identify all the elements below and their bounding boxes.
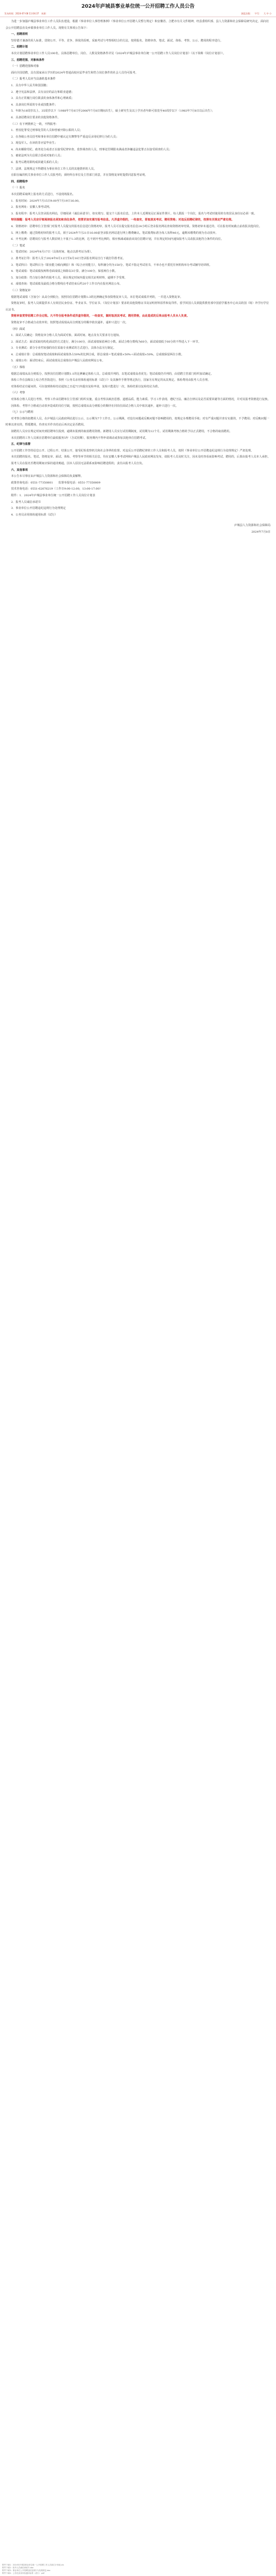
paragraph: 因体检、考察不合格或自动放弃造成的岗位空缺，按照总成绩从高分到低分的顺序在同岗位面试合格人员中依次递补，递补只进行一次。 [11, 404, 179, 408]
paragraph: 4．公务员录用体检通用标准（试行） [11, 513, 58, 517]
paragraph: 7．法律、法规规定不得聘用为事业单位工作人员的其他情形的人员。 [11, 167, 97, 171]
paragraph: 3．具有正常履行岗位职责的身体条件和心理素质； [11, 97, 75, 101]
paragraph: 5．成绩公布：面试结束后，面试成绩及总成绩在庐城县人民政府网站公布。 [11, 359, 105, 363]
subsection-heading: （二）笔试 [11, 244, 25, 248]
paragraph: 报考人员在报名至聘用期间应保持通讯畅通，因本人原因无法联系而影响招聘进程的，责任由报考人员自负。 [11, 461, 145, 465]
paragraph: 特别提醒：报考人员应仔细阅读报名须知和岗位条件，按要求如实填写报考信息。凡弄虚作假的，一经查实，即取消其考试、聘用资格；对违反招聘纪律的，按照有关规定严肃处理。 [11, 218, 235, 222]
paragraph: 本次招聘的工作人员须在招聘单位最低服务5年（含试用期），服务期内不得申请调动或参加其他单位招聘考试。 [11, 436, 148, 440]
attachment-list [2, 2564, 274, 2575]
publish-date: 发布时间：2024-07-08 11:04:37 [4, 12, 39, 15]
section-heading: 二、招聘计划 [11, 45, 28, 49]
paragraph: 5．年龄为18周岁以上、35周岁以下（1988年7月8日至2006年7月8日期间出生），硕士研究生及以上学历者年龄可放宽至40周岁以下（1983年7月8日以后出生）； [11, 109, 215, 113]
meta-right [240, 12, 272, 15]
paragraph: 2．遵守宪法和法律，具有良好的品行和职业道德； [11, 90, 75, 94]
font-size-label: 字号： [254, 12, 262, 15]
paragraph: 对考察合格的拟聘用人员，在庐城县人民政府网站进行公示，公示期为7个工作日。公示期满，对没有问题或反映问题不影响聘用的，按规定办理聘用手续；对有严重问题并查有实据的，不予聘用；对反映问题一时难以查实的，暂缓聘用，待查实并作出结论后再决定是否聘用。 [6, 417, 269, 427]
subsection-heading: （一）报名 [11, 186, 25, 190]
paragraph: 3．报名程序：报考人员登录报名网站，仔细阅读《诚信承诺书》，如实填写、提交个人报名信息，上传本人近期免冠正面证件照片。每人限报一个岗位，报名与考试时使用的有效居民身份证必须一致。 [11, 212, 257, 215]
page-title: 2024年庐城县事业单位统一公开招聘工作人员公告 [81, 4, 195, 9]
attachment-link[interactable]: 附件下载2：报考人员诚信承诺书.doc [2, 2567, 34, 2569]
paragraph: 面向全国招聘，具有国家承认学历的2024年普通高校应届毕业生和符合岗位条件的社会人员均可报考。 [11, 71, 139, 75]
paragraph: 2．准考证打印：报考人员于2024年8月12日至8月16日登录报名网站自行下载打印准考证。 [11, 256, 126, 260]
paragraph: 对体检合格人员进行考察。考察工作由招聘单位主管部门组织实施，重点考察其政治思想、道德品质、能力素质、学习工作表现、遵纪守法、廉洁自律以及是否需要回避等方面的情况，并对其报考资格进行复核。 [11, 398, 270, 402]
paragraph: 1．面试人员确定：资格复审合格人员为面试对象。面试时间、地点及有关要求另行通知。 [11, 334, 122, 338]
section-heading: 四、招聘程序 [11, 180, 28, 183]
paragraph [6, 518, 270, 523]
paragraph: 资格复审不合格或自动放弃的，按照笔试成绩从高分到低分的顺序依次递补，递补只进行一次。 [11, 320, 129, 324]
article-meta [0, 11, 276, 17]
paragraph: 1．报名时间：2024年7月15日9:00至7月19日16:00。 [11, 199, 82, 203]
article-body [0, 17, 276, 536]
meta-left [4, 12, 50, 15]
attachment-link[interactable]: 附件下载1：2024年庐城县事业单位统一公开招聘工作人员岗位计划表.xls [2, 2564, 64, 2566]
paragraph: 2．报名网址：安徽人事考试网。 [11, 206, 52, 209]
paragraph: 6．具备招聘岗位要求的其他资格条件。 [11, 115, 61, 119]
subsection-heading: （六）考察 [11, 391, 25, 395]
section-heading: 六、其他事项 [11, 468, 28, 472]
paragraph: 2．在各级公务员招考和事业单位招聘中被认定有舞弊等严重违反录用纪律行为的人员； [11, 135, 119, 139]
paragraph: 对体检结论有疑问的，可在接到体检结论通知之日起7日内提出复检申请，复检只能进行一次，体检结果以复检结论为准。 [11, 385, 161, 388]
paragraph: 6．成绩查询：笔试成绩及最低合格分数线在考试结束后约20个工作日内在报名网站公布。 [11, 282, 123, 286]
paragraph: 本次招聘的报名、笔试、资格复审、面试、体检、考察等环节的相关信息，均在安徽人事考试网和庐城县人民政府网站发布，请报考人员及时关注，因未及时查看而影响考试、聘用的，后果由报考人员本人承担。 [11, 455, 270, 459]
paragraph: 6．开考比例：招聘岗位与报考人数原则上不低于1:3的比例，达不到开考比例的，相应核减或取消该岗位招聘计划，并在规定时间内通知报考人员改报其他符合条件的岗位。 [11, 238, 224, 241]
paragraph: 5．加分政策：符合加分条件的报考人员，须在规定时间内提交相关证明材料，逾期不予受理。 [11, 276, 128, 280]
paragraph: 2．报考人员诚信承诺书 [11, 500, 41, 504]
paragraph: 资格审查贯穿招聘工作全过程。凡不符合报考条件或弄虚作假的，一经查实，随时取消其考试、聘用资格，由此造成的后果由报考人员本人负责。 [11, 314, 190, 318]
source-label: 来源： [41, 12, 48, 15]
paragraph: 3．事业单位公开招聘违纪违规行为处理规定 [11, 507, 66, 511]
subsection-heading: （三）有下列情形之一的，不得报考： [11, 122, 59, 126]
paragraph: 3．现役军人、在读的非应届毕业生； [11, 141, 58, 145]
paragraph: 庐城县人力资源和社会保障局 [234, 524, 270, 528]
paragraph: 政策咨询电话：0551-77350801 监督举报电话：0551-77350809 [11, 481, 100, 485]
paragraph: 4．笔试成绩：笔试成绩按两科卷面成绩之和除以3计算，满分100分，保留两位小数。 [11, 270, 118, 274]
subsection-heading: （二）报考人员应当具备的基本条件 [11, 77, 56, 81]
paragraph: 本次计划招聘事业单位工作人员100名，具体招聘单位、岗位、人数及资格条件详见《2024年庐城县事业单位统一公开招聘工作人员岗位计划表》（以下简称《岗位计划表》）。 [11, 51, 226, 55]
subsection-heading: （一）招聘范围和对象 [11, 65, 39, 69]
attachment-link[interactable]: 附件下载4：公务员录用体检通用标准（试行）.pdf [2, 2572, 45, 2574]
paragraph: 技术咨询电话：0551-62676219（工作日9:00-12:00，13:00-17:00） [11, 487, 103, 491]
paragraph: 4．具备岗位所需的专业或技能条件； [11, 103, 58, 107]
paragraph: 坚持德才兼备的用人标准，贯彻公开、平等、竞争、择优的原则，采取考试与考察相结合的方法，按照报名、资格审查、笔试、面试、体检、考察、公示、聘用的程序进行。 [11, 39, 223, 43]
paragraph: 体检工作在县级以上综合性医院进行，参照《公务员录用体检通用标准（试行）》及其操作手册等规定执行，国家另有规定的从其规定。体检费用由报考人员自理。 [11, 378, 211, 382]
paragraph: 4．总成绩计算：总成绩按笔试成绩和面试成绩各占50%的比例合成，即总成绩＝笔试成绩×50%＋面试成绩×50%，总成绩保留两位小数。 [11, 353, 184, 356]
paragraph: 3．专业测试：部分专业性较强的岗位采取专业测试的方式进行，具体办法另行制定。 [11, 346, 116, 350]
paragraph: 根据笔试成绩（含加分）从高分到低分，按照岗位招聘计划数1:3的比例确定参加资格复审人员。末位笔试成绩并列的，一并进入资格复审。 [11, 295, 183, 299]
paragraph: 2024年7月8日 [251, 530, 270, 534]
attachment-link[interactable]: 附件下载3：事业单位公开招聘违纪违规行为处理规定.doc [2, 2569, 51, 2572]
paragraph: 本公告未尽事宜由庐城县人力资源和社会保障局负责解释。 [11, 475, 84, 479]
subsection-heading: （四）面试 [11, 327, 25, 331]
paragraph: 1．笔试时间：2024年8月17日（具体时间、地点以准考证为准）。 [11, 250, 94, 254]
paragraph: 公开招聘工作坚持信息公开、过程公开、结果公开，接受纪检监察机关和社会各界的监督。对违反公开招聘纪律的工作人员和报考人员，按照《事业单位公开招聘违纪违规行为处理规定》严肃处理。 [11, 449, 254, 453]
paragraph: 5．被依法列为失信联合惩戒对象的人员； [11, 154, 63, 158]
paragraph: 本次招聘采取网上报名的方式进行，不设现场报名。 [11, 193, 76, 197]
paragraph: 5．网上缴费：通过资格初审的报考人员，须于2024年7月21日16:00前登录报名网站进行网上缴费确认。笔试收费标准为每人每科40元，逾期未缴费的视为自动放弃。 [11, 231, 219, 235]
subsection-heading: （三）资格复审 [11, 288, 31, 292]
paragraph: 拟聘用人员应在规定时间内到招聘单位报到，逾期未报到的取消聘用资格。新聘用人员实行试用期制度，试用期为12个月。试用期满考核合格的予以正式聘用，不合格的取消聘用。 [11, 430, 232, 433]
paragraph: 2．面试方式：面试采取结构化面试的方式进行，满分100分，面试成绩保留两位小数。面试合格分数线为60分，面试成绩低于60分的不得进入下一环节。 [11, 340, 201, 344]
subsection-heading: （七）公示与聘用 [11, 411, 34, 414]
section-heading: 五、纪律与监督 [11, 443, 31, 446]
font-size-options[interactable]: 大 中 小 [263, 12, 272, 15]
paragraph: 为进一步加强庐城县事业单位工作人员队伍建设，根据《事业单位人事管理条例》《事业单位公开招聘人员暂行规定》和安徽省、合肥市有关文件精神，经县委组织部、县人力资源和社会保障局研究决定，面向社会公开招聘县直及乡镇事业单位工作人员。现将有关事项公告如下： [6, 20, 269, 30]
paragraph: 1．具有中华人民共和国国籍； [11, 83, 49, 87]
paragraph: 在职在编的机关事业单位工作人员报考的，须经所在单位及主管部门同意，并在资格复审时提供同意报考证明。 [11, 174, 148, 177]
paragraph: 6．报考后聘用即构成回避关系的人员； [11, 161, 61, 165]
paragraph: 4．资格初审：招聘单位主管部门对报考人员提交的报名信息进行资格初审。报考人员可在提交报名信息24小时后登录报名网站查询资格初审结果。资格初审未通过的，可在报名时间截止前改报其他岗位。 [11, 225, 262, 228]
paragraph: 3．笔试科目：笔试科目为《职业能力倾向测验》和《综合应用能力》，每科满分均为150分。笔试不指定考试用书，不举办也不委托任何机构举办考试辅导培训班。 [11, 263, 212, 267]
paragraph: 1．曾因犯罪受过刑事处罚的人员和曾被开除公职的人员； [11, 129, 83, 133]
paragraph: 附件：1．2024年庐城县事业单位统一公开招聘工作人员岗位计划表 [11, 493, 95, 497]
views-label: 浏览次数： [241, 12, 252, 15]
paragraph: 4．尚未解除党纪、政务处分或者正在接受纪律审查、监察调查的人员，刑事处罚期限未满或者涉嫌违法犯罪正在接受调查的人员； [11, 148, 172, 151]
section-heading: 三、招聘范围、对象和条件 [11, 58, 45, 62]
paragraph: 资格复审时，报考人员须提供本人有效居民身份证、毕业证书、学位证书、《岗位计划表》要求的其他资格证书及证明材料原件和复印件。留学回国人员须提供教育部中国留学服务中心出具的国（境）外学历学位认证书。 [6, 302, 269, 312]
subsection-heading: （五）体检 [11, 366, 25, 370]
section-heading: 一、招聘原则 [11, 33, 28, 36]
paragraph: 根据总成绩从高分到低分，按照岗位招聘计划数1:1的比例确定体检人员。总成绩并列的，以笔试成绩高者优先；笔试成绩仍并列的，由招聘主管部门组织加试确定。 [11, 372, 214, 376]
